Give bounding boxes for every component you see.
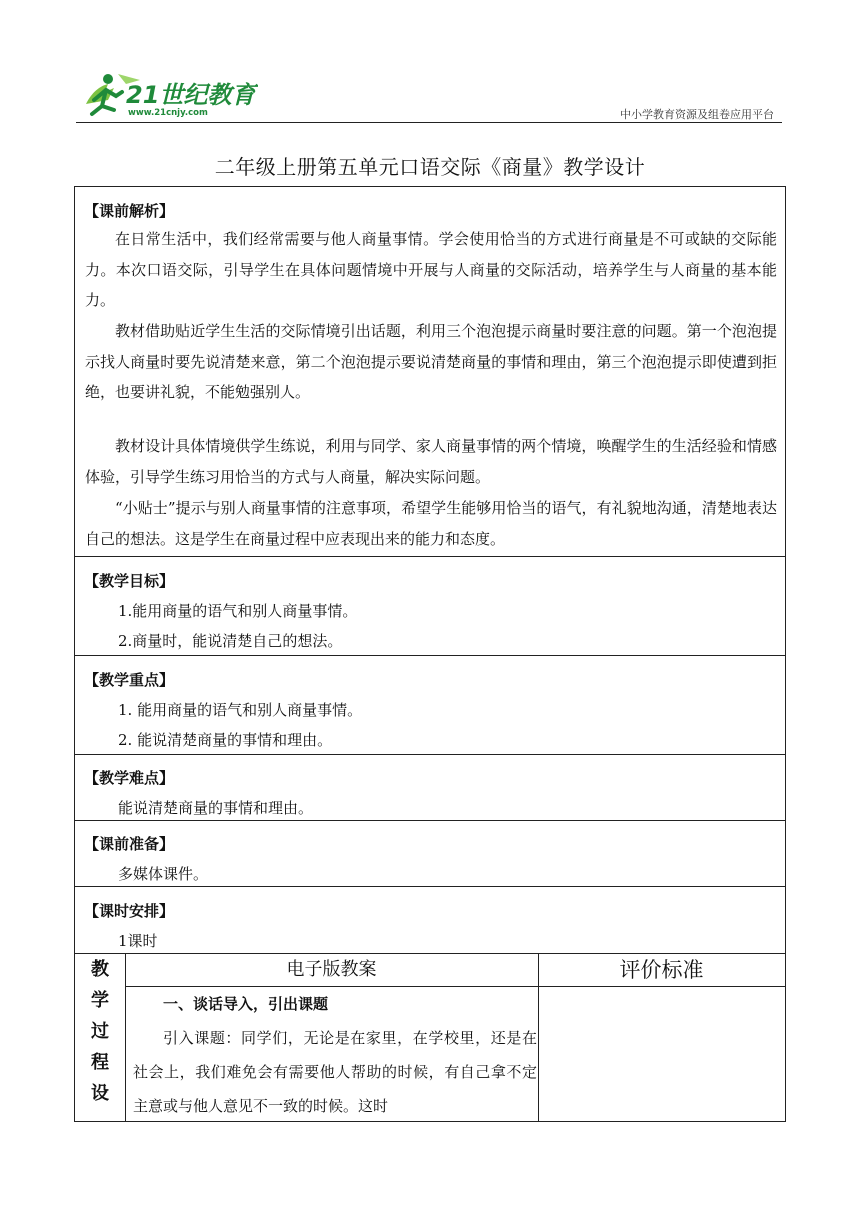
section-title: 【教学难点】 (84, 769, 175, 787)
list-item: 2. 能说清楚商量的事情和理由。 (118, 731, 333, 749)
side-char: 程 (91, 1052, 109, 1073)
section-text: 能说清楚商量的事情和理由。 (118, 799, 314, 817)
column-header-eval: 评价标准 (619, 958, 704, 982)
section-title: 【教学目标】 (84, 572, 175, 590)
step-title: 一、谈话导入，引出课题 (163, 995, 329, 1013)
section-schedule (75, 887, 785, 954)
paragraph: “小贴士”提示与别人商量事情的注意事项，希望学生能够用恰当的语气，有礼貌地沟通，清楚地表达自己的想法。这是学生在商量过程中应表现出来的能力和态度。 (85, 499, 777, 548)
list-item: 1. 能用商量的语气和别人商量事情。 (118, 701, 363, 719)
section-text: 多媒体课件。 (118, 865, 209, 883)
process-side-label (75, 954, 125, 1109)
logo-text: 21世纪教育 (126, 81, 256, 109)
section-title: 【课前准备】 (84, 835, 175, 853)
section-key-points (75, 656, 785, 755)
section-difficulties (75, 755, 785, 821)
lesson-table (74, 186, 786, 1122)
section-preparation (75, 821, 785, 887)
logo-21cnjy (78, 70, 258, 118)
side-char: 设 (91, 1083, 109, 1104)
list-item: 1.能用商量的语气和别人商量事情。 (118, 602, 358, 620)
header-rule (76, 122, 782, 123)
section-title: 【教学重点】 (84, 671, 175, 689)
section-title: 【课前解析】 (84, 202, 175, 220)
side-char: 学 (91, 990, 109, 1011)
paragraph: 在日常生活中，我们经常需要与他人商量事情。学会使用恰当的方式进行商量是不可或缺的交际能力。本次口语交际，引导学生在具体问题情境中开展与人商量的交际活动，培养学生与人商量的基本能力。 (85, 230, 777, 309)
platform-caption: 中小学教育资源及组卷应用平台 (620, 108, 774, 121)
side-char: 过 (91, 1021, 109, 1042)
section-title: 【课时安排】 (84, 902, 175, 920)
paragraph: 教材设计具体情境供学生练说，利用与同学、家人商量事情的两个情境，唤醒学生的生活经验和情感体验，引导学生练习用恰当的方式与人商量，解决实际问题。 (85, 437, 777, 486)
paragraph: 教材借助贴近学生生活的交际情境引出话题，利用三个泡泡提示商量时要注意的问题。第一个泡泡提示找人商量时要先说清楚来意，第二个泡泡提示要说清楚商量的事情和理由，第三个泡泡提示即使遭到拒绝，也要讲礼貌，不能勉强别人。 (85, 322, 777, 401)
logo-url: www.21cnjy.com (128, 108, 208, 118)
step-text: 引入课题：同学们，无论是在家里，在学校里，还是在社会上，我们难免会有需要他人帮助的时候，有自己拿不定主意或与他人意见不一致的时候。这时 (133, 1029, 537, 1115)
column-header-plan: 电子版教案 (286, 959, 377, 980)
section-objectives (75, 557, 785, 656)
plan-cell (133, 987, 537, 1123)
section-pre-analysis (75, 187, 785, 557)
page-header (76, 66, 782, 122)
section-text: 1课时 (118, 932, 158, 950)
document-title: 二年级上册第五单元口语交际《商量》教学设计 (214, 155, 646, 179)
side-char: 教 (91, 959, 109, 980)
list-item: 2.商量时，能说清楚自己的想法。 (118, 632, 343, 650)
